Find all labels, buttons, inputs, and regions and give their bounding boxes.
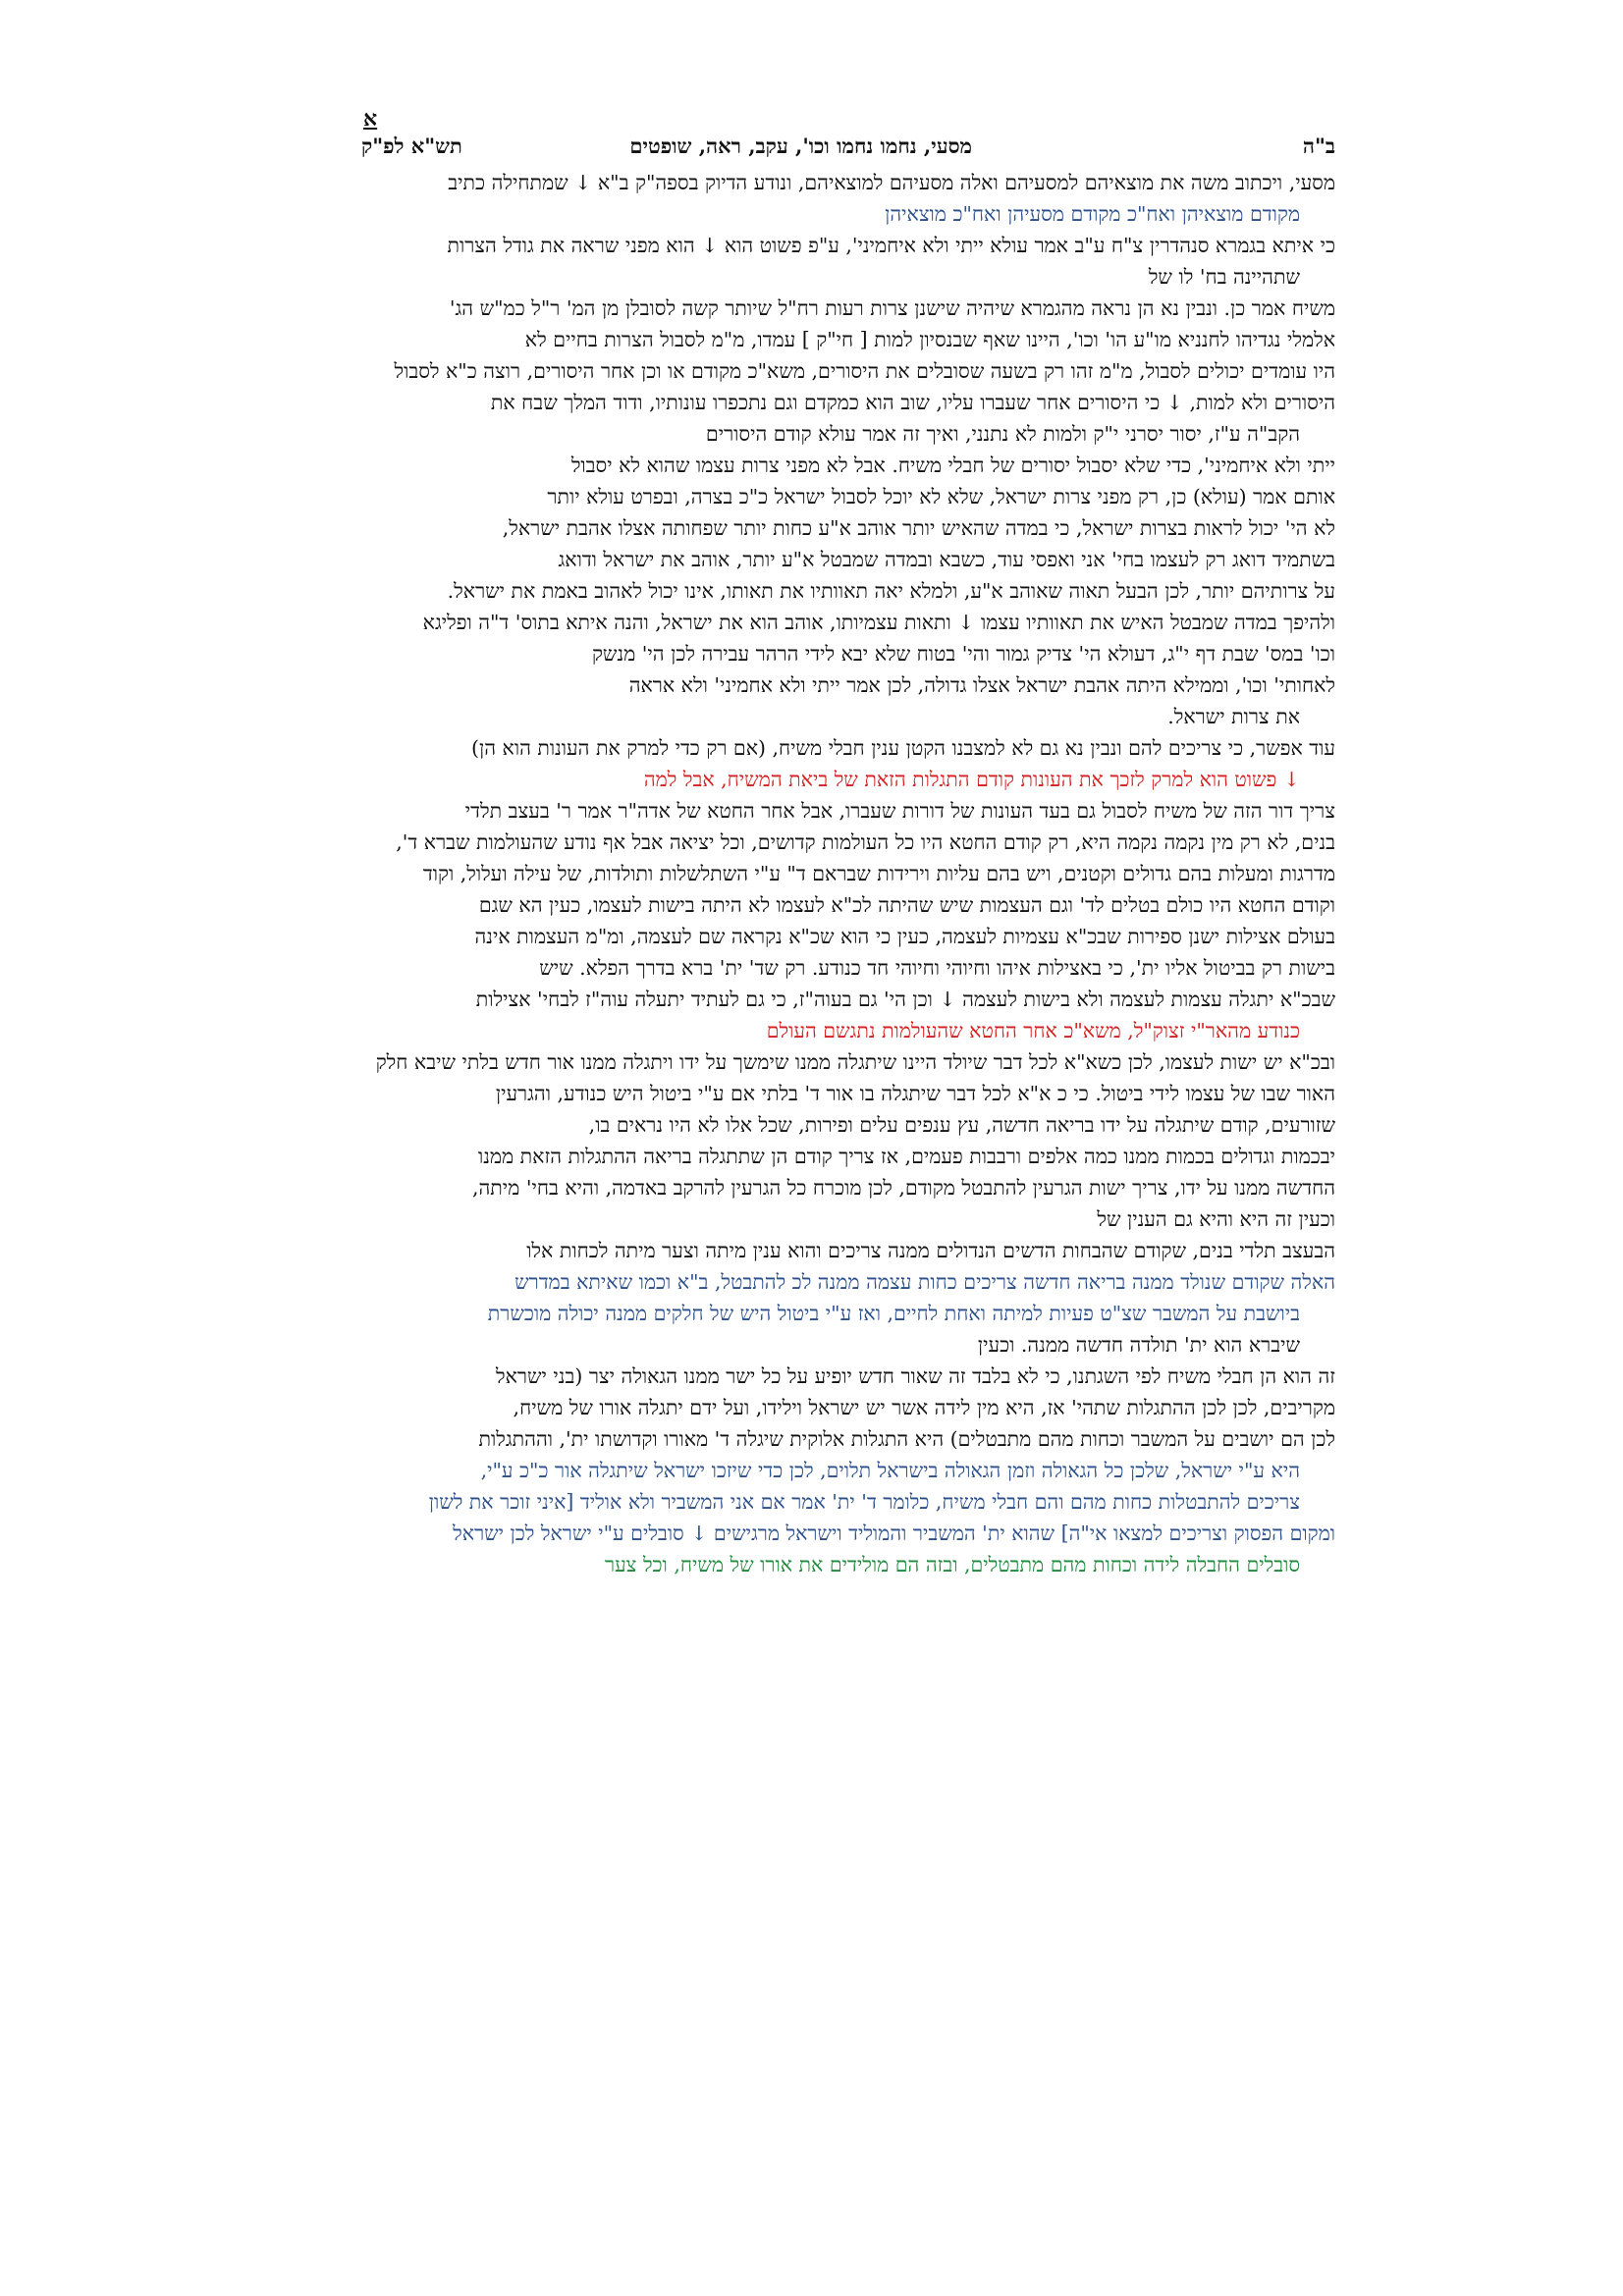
text-line: היא ע"י ישראל, שלכן כל הגאולה וזמן הגאולה בישראל תלוים, לכן כדי שיזכו ישראל שיתגלה אור כ"כ ע"י, [480, 1459, 1300, 1482]
text-line: כי איתא בגמרא סנהדרין צ"ח ע"ב אמר עולא ייתי ולא איחמיני', ע"פ פשוט הוא ↓ הוא מפני שראה את גודל הצרות [447, 234, 1335, 257]
text-line: סובלים החבלה לידה וכחות מהם מתבטלים, ובזה הם מולידים את אורו של משיח, וכל צער [605, 1553, 1300, 1576]
text-line: ייתי ולא איחמיני', כדי שלא יסבול יסורים של חבלי משיח. אבל לא מפני צרות עצמו שהוא לא יסבול [570, 454, 1335, 477]
text-line: מקודם מוצאיהן ואח"כ מקודם מסעיהן ואח"כ מוצאיהן [885, 202, 1300, 226]
text-line: זה הוא הן חבלי משיח לפי השגתנו, כי לא בלבד זה שאור חדש יופיע על כל ישר ממנו הגאולה יצר (בני ישראל [496, 1364, 1335, 1388]
text-line: ומקום הפסוק וצריכים למצאו אי"ה] שהוא ית' המשביר והמוליד וישראל מרגישים ↓ סובלים ע"י ישראל לכן ישראל [453, 1522, 1335, 1545]
page-header [314, 133, 1335, 167]
text-line: שיברא הוא ית' תולדה חדשה ממנה. וכעין [977, 1333, 1300, 1357]
text-line: כנודע מהאר"י זצוק"ל, משא"כ אחר החטא שהעולמות נתגשם העולם [766, 1019, 1300, 1042]
text-line: היו עומדים יכולים לסבול, מ"מ זהו רק בשעה שסובלים את היסורים, משא"כ מקודם או וכן אחר היסורים, רוצה כ"א לסבול [394, 359, 1335, 383]
text-line: בשתמיד דואג רק לעצמו בחי' אני ואפסי עוד, כשבא ובמדה שמבטל א"ע יותר, אוהב את ישראל ודואג [558, 548, 1335, 571]
text-line: בעולם אצילות ישנן ספירות שבכ"א עצמיות לעצמה, כעין כי הוא שכ"א נקראה שם לעצמה, ומ"מ העצמות אינה [474, 925, 1335, 948]
text-line: בנים, לא רק מין נקמה נקמה היא, רק קודם החטא היו כל העולמות קדושים, וכל יציאה אבל אף נודע שהעולמות שברא ד', [396, 830, 1335, 854]
text-line: שתהיינה בח' לו של [1148, 265, 1300, 289]
text-line: האלה שקודם שנולד ממנה בריאה חדשה צריכים כחות עצמה ממנה לכ להתבטל, ב"א וכמו שאיתא במדרש [514, 1270, 1335, 1294]
text-line: וכו' במס' שבת דף י"ג, דעולא הי' צדיק גמור והי' בטוח שלא יבא לידי הרהר עבירה לכן הי' מנשק [591, 642, 1335, 666]
text-line: צריך דור הזה של משיח לסבול גם בעד העונות של דורות שעברו, אבל אחר החטא של אדה"ר אמר ר' בעצב תלדי [464, 799, 1335, 823]
text-line: ביושבת על המשבר שצ"ט פעיות למיתה ואחת לחיים, ואז ע"י ביטול היש של חלקים ממנה יכולה מוכשרת [487, 1302, 1300, 1325]
text-line: היסורים ולא למות, ↓ כי היסורים אחר שעברו עליו, שוב הוא כמקדם וגם נתכפרו עונותיו, ודוד המלך שבח את [490, 391, 1335, 414]
text-line: צריכים להתבטלות כחות מהם והם חבלי משיח, כלומר ד' ית' אמר אם אני המשביר ולא אוליד [איני זוכר את לשון [428, 1490, 1300, 1514]
text-line: וקודם החטא היו כולם בטלים לד' וגם העצמות שיש שהיתה לכ"א לעצמו לא היתה בישות לעצמו, כעין הא שגם [478, 893, 1335, 917]
text-line: לאחותי' וכו', וממילא היתה אהבת ישראל אצלו גדולה, לכן אמר ייתי ולא אחמיני' ולא אראה [628, 673, 1335, 697]
text-line: ולהיפך במדה שמבטל האיש את תאוותיו עצמו ↓ ותאות עצמיותו, אוהב הוא את ישראל, והנה איתא בתוס' ד"ה ופליגא [422, 611, 1335, 634]
text-line: שזורעים, קודם שיתגלה על ידו בריאה חדשה, עץ ענפים עלים ופירות, שכל אלו לא היו נראים בו, [588, 1113, 1335, 1137]
text-line: לא הי' יכול לראות בצרות ישראל, כי במדה שהאיש יותר אוהב א"ע כחות יותר שפחותה אצלו אהבת ישראל, [502, 516, 1335, 540]
text-line: ובכ"א יש ישות לעצמו, לכן כשא"א לכל דבר שיולד היינו שיתגלה ממנו שימשך על ידו ויתגלה ממנו אור חדש בלתי שיבא חלק [375, 1050, 1335, 1074]
text-line: לכן הם יושבים על המשבר וכחות מהם מתבטלים) היא התגלות אלוקית שיגלה ד' מאורו וקדושתו ית', וההתגלות [478, 1427, 1335, 1451]
text-line: ↓ פשוט הוא למרק לזכך את העונות קודם התגלות הזאת של ביאת המשיח, אבל למה [643, 768, 1300, 791]
text-line: הבעצב תלדי בנים, שקודם שהבחות הדשים הנדולים ממנה צריכים והוא ענין מיתה וצער מיתה לכחות אלו [526, 1239, 1335, 1262]
text-line: שבכ"א יתגלה עצמות לעצמה ולא בישות לעצמה ↓ וכן הי' גם בעוה"ז, כי גם לעתיד יתעלה עוה"ז לבחי' אצילות [475, 988, 1335, 1011]
text-line: האור שבו של עצמו לידי ביטול. כי כ א"א לכל דבר שיתגלה בו אור ד' בלתי אם ע"י ביטול היש כנודע, והגרעין [495, 1082, 1335, 1105]
text-line: בישות רק בביטול אליו ית', כי באצילות איהו וחיוהי וחיוהי חד כנודע. רק שד' ית' ברא בדרך הפלא. שיש [539, 956, 1335, 980]
text-line: אותם אמר (עולא) כן, רק מפני צרות ישראל, שלא לא יוכל לסבול ישראל כ"כ בצרה, ובפרט עולא יותר [547, 485, 1335, 508]
text-line: משיח אמר כן. ונבין נא הן נראה מהגמרא שיהיה שישנן צרות רעות רח"ל שיותר קשה לסובלן מן המ' ר"ל כמ"ש הג' [449, 296, 1335, 320]
text-line: מסעי, ויכתוב משה את מוצאיהם למסעיהם ואלה מסעיהם למוצאיהם, ונודע הדיוק בספה"ק ב"א ↓ שמתחילה כתיב [448, 171, 1335, 194]
text-line: את צרות ישראל. [1167, 705, 1300, 728]
text-line: מדרגות ומעלות בהם גדולים וקטנים, ויש בהם עליות וירידות שבראם ד" ע"י השתלשלות ותולדות, של עילה ועלול, וקוד [422, 862, 1335, 885]
text-line: אלמלי נגדיהו לחנניא מו"ע הו' וכו', היינו שאף שבנסיון למות [ חי"ק ] עמדו, מ"מ לסבול הצרות בחיים לא [524, 328, 1335, 351]
manuscript-body [314, 167, 1335, 1580]
header-parshiyot: מסעי, נחמו נחמו וכו', עקב, ראה, שופטים [629, 133, 972, 158]
header-bh: ב"ה [1302, 133, 1335, 158]
text-line: עוד אפשר, כי צריכים להם ונבין נא גם לא למצבנו הקטן ענין חבלי משיח, (אם רק כדי למרק את העונות הוא הן) [471, 736, 1335, 760]
text-line: וכעין זה היא והיא גם הענין של [1097, 1207, 1335, 1231]
text-line: יבכמות וגדולים בכמות ממנו כמה אלפים ורבבות פעמים, אז צריך קודם הן שתתגלה בריאה ההתגלות הזאת ממנו [477, 1145, 1335, 1168]
text-line: מקריבים, לכן לכן ההתגלות שתהי' אז, היא מין לידה אשר יש ישראל וילידו, ועל ידם יתגלה אורו של משיח, [513, 1396, 1335, 1419]
page-marker: א [363, 106, 378, 132]
text-line: החדשה ממנו על ידו, צריך ישות הגרעין להתבטל מקודם, לכן מוכרח כל הגרעין להרקב באדמה, והיא בחי' מיתה, [471, 1176, 1335, 1200]
text-line: על צרותיהם יותר, לכן הבעל תאוה שאוהב א"ע, ולמלא יאה תאוותיו את תאותו, אינו יכול לאהוב באמת את ישראל. [447, 579, 1335, 603]
header-year: תש"א לפ"ק [361, 133, 462, 158]
text-line: הקב"ה ע"ז, יסור יסרני י"ק ולמות לא נתנני, ואיך זה אמר עולא קודם היסורים [705, 422, 1300, 446]
